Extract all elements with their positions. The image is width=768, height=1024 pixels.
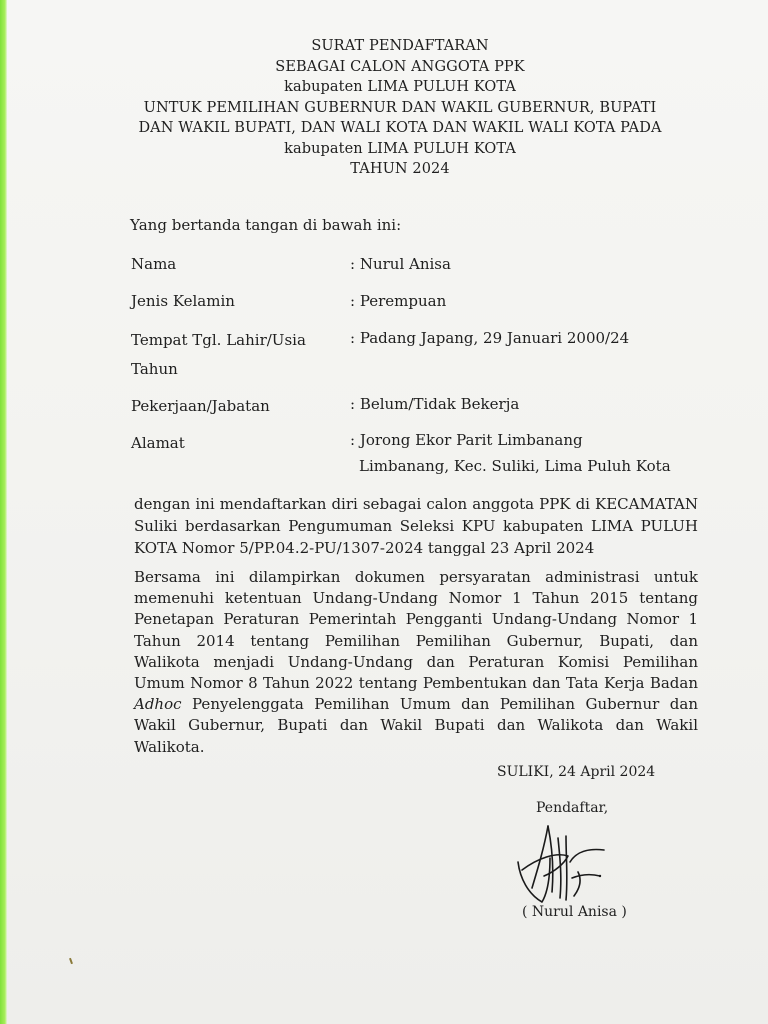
ttl-value: : Padang Japang, 29 Januari 2000/24 [350, 329, 630, 347]
handwritten-signature [508, 818, 616, 910]
title-line-7: TAHUN 2024 [350, 161, 450, 177]
title-line-3: kabupaten LIMA PULUH KOTA [284, 79, 516, 95]
paragraph2-line-7-rest: Penyelenggata Pemilihan Umum dan Pemilihan Gubernur dan [181, 695, 698, 714]
place-date: SULIKI, 24 April 2024 [497, 764, 656, 780]
alamat-value-line-1: : Jorong Ekor Parit Limbanang [350, 431, 583, 449]
paragraph2-line-1: Bersama ini dilampirkan dokumen persyaratan administrasi untuk [134, 568, 698, 586]
paragraph1-line-1: dengan ini mendaftarkan diri sebagai calon anggota PPK di KECAMATAN [134, 495, 698, 513]
signer-name: ( Nurul Anisa ) [522, 904, 627, 920]
title-line-6: kabupaten LIMA PULUH KOTA [284, 140, 516, 157]
alamat-label: Alamat [131, 434, 185, 452]
paragraph2-line-2: memenuhi ketentuan Undang-Undang Nomor 1 Tahun 2015 tentang [134, 589, 698, 608]
pekerjaan-value: : Belum/Tidak Bekerja [350, 395, 520, 413]
attachments-paragraph [134, 567, 698, 758]
adhoc-term: Adhoc [134, 695, 182, 714]
paragraph1-line-2: Suliki berdasarkan Pengumuman Seleksi KPU kabupaten LIMA PULUH [134, 517, 698, 535]
ttl-label-line-2: Tahun [131, 360, 178, 378]
alamat-value-line-2: Limbanang, Kec. Suliki, Lima Puluh Kota [359, 457, 671, 475]
registration-paragraph [134, 493, 698, 559]
title-line-1: SURAT PENDAFTARAN [311, 38, 489, 54]
nama-value: : Nurul Anisa [350, 255, 451, 273]
paragraph1-line-3: KOTA Nomor 5/PP.04.2-PU/1307-2024 tanggal 23 April 2024 [134, 539, 595, 557]
nama-label: Nama [131, 255, 177, 273]
scan-edge [0, 0, 7, 1024]
title-line-4: UNTUK PEMILIHAN GUBERNUR DAN WAKIL GUBERNUR, BUPATI [143, 99, 657, 116]
paragraph2-line-3: Penetapan Peraturan Pemerintah Pengganti Undang-Undang Nomor 1 [134, 610, 698, 629]
document-title [120, 36, 680, 180]
paragraph2-line-4: Tahun 2014 tentang Pemilihan Pemilihan Gubernur, Bupati, dan [134, 631, 698, 650]
paragraph2-line-5: Walikota menjadi Undang-Undang dan Peraturan Komisi Pemilihan [134, 652, 698, 671]
intro-text: Yang bertanda tangan di bawah ini: [130, 216, 402, 234]
signer-role: Pendaftar, [536, 800, 609, 816]
ttl-label-line-1: Tempat Tgl. Lahir/Usia [131, 331, 306, 349]
title-line-5: DAN WAKIL BUPATI, DAN WALI KOTA DAN WAKIL WALI KOTA PADA [138, 120, 662, 136]
pekerjaan-label: Pekerjaan/Jabatan [131, 397, 270, 415]
paragraph2-line-7 [134, 694, 698, 715]
jenis-kelamin-label: Jenis Kelamin [131, 292, 235, 310]
jenis-kelamin-value: : Perempuan [350, 292, 447, 310]
title-line-2: SEBAGAI CALON ANGGOTA PPK [275, 58, 525, 75]
paragraph2-line-9: Walikota. [134, 737, 205, 756]
paragraph2-line-8: Wakil Gubernur, Bupati dan Wakil Bupati dan Walikota dan Wakil [134, 716, 698, 735]
paragraph2-line-6: Umum Nomor 8 Tahun 2022 tentang Pembentukan dan Tata Kerja Badan [134, 674, 698, 693]
